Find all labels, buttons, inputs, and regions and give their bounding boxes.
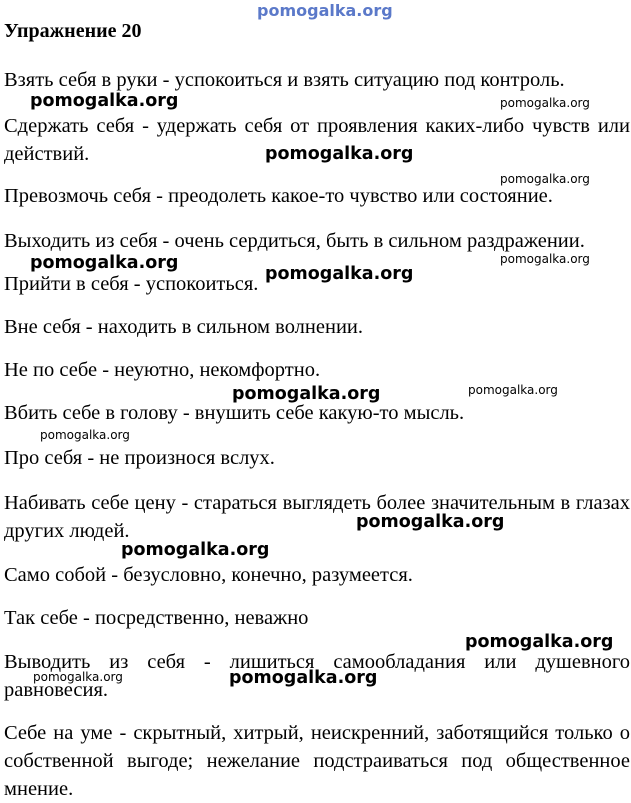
entry-4: Выходить из себя - очень сердиться, быть в сильном раздражении. bbox=[4, 230, 585, 252]
entry-7: Не по себе - неуютно, некомфортно. bbox=[4, 359, 321, 381]
entry-5: Прийти в себя - успокоиться. bbox=[4, 273, 259, 295]
watermark: pomogalka.org bbox=[265, 264, 414, 284]
watermark: pomogalka.org bbox=[265, 144, 414, 164]
watermark: pomogalka.org bbox=[121, 540, 270, 560]
watermark: pomogalka.org bbox=[30, 253, 179, 273]
watermark: pomogalka.org bbox=[468, 383, 558, 397]
watermark: pomogalka.org bbox=[232, 384, 381, 404]
watermark: pomogalka.org bbox=[500, 96, 590, 110]
exercise-title: Упражнение 20 bbox=[4, 20, 142, 42]
entry-13: Выводить из себя - лишиться самообладания или душевного равновесия. bbox=[4, 651, 630, 701]
entry-11: Само собой - безусловно, конечно, разумеется. bbox=[4, 564, 413, 586]
watermark: pomogalka.org bbox=[500, 252, 590, 266]
entry-9: Про себя - не произнося вслух. bbox=[4, 447, 275, 469]
entry-10: Набивать себе цену - стараться выглядеть более значительным в глазах других людей. bbox=[4, 492, 630, 542]
site-header-watermark: pomogalka.org bbox=[257, 1, 393, 20]
entry-3: Превозмочь себя - преодолеть какое-то чувство или состояние. bbox=[4, 185, 553, 207]
entry-8: Вбить себе в голову - внушить себе какую-то мысль. bbox=[4, 402, 465, 424]
watermark: pomogalka.org bbox=[229, 668, 378, 688]
entry-12: Так себе - посредственно, неважно bbox=[4, 607, 309, 629]
watermark: pomogalka.org bbox=[465, 632, 614, 652]
watermark: pomogalka.org bbox=[33, 670, 123, 684]
watermark: pomogalka.org bbox=[356, 512, 505, 532]
watermark: pomogalka.org bbox=[30, 91, 179, 111]
entry-14: Себе на уме - скрытный, хитрый, неискренний, заботящийся только о собственной выгоде; нежелание подстраиваться под общественное мнение. bbox=[4, 722, 630, 800]
entry-1: Взять себя в руки - успокоиться и взять ситуацию под контроль. bbox=[4, 69, 565, 91]
watermark: pomogalka.org bbox=[40, 428, 130, 442]
entry-6: Вне себя - находить в сильном волнении. bbox=[4, 316, 364, 338]
watermark: pomogalka.org bbox=[500, 172, 590, 186]
entry-2: Сдержать себя - удержать себя от проявления каких-либо чувств или действий. bbox=[4, 115, 630, 165]
